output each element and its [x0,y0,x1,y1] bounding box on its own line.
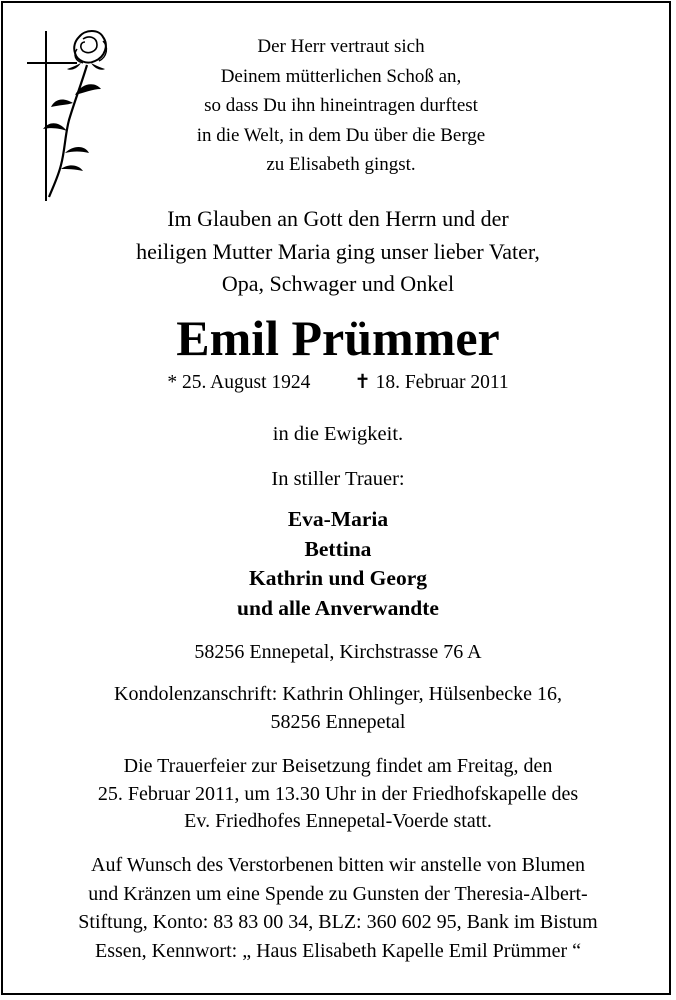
donation-line: Essen, Kennwort: „ Haus Elisabeth Kapelle Emil Prümmer “ [95,939,581,962]
life-dates [3,370,673,396]
funeral-line: Ev. Friedhofes Ennepetal-Voerde statt. [184,810,492,832]
poem-line: in die Welt, in dem Du über die Berge [196,124,486,146]
intro-text [3,203,673,301]
mourner: Eva-Maria [287,507,389,531]
poem-line: Deinem mütterlichen Schoß an, [220,65,462,87]
obituary-notice [1,1,671,995]
birth-date: * 25. August 1924 [167,372,311,393]
mourners-list [3,505,673,623]
mourner: Kathrin und Georg [249,566,427,590]
intro-line: Opa, Schwager und Onkel [221,271,455,296]
death-date: ✝ 18. Februar 2011 [354,372,509,393]
condolence-line: 58256 Ennepetal [270,710,406,733]
mourner: Bettina [304,536,372,561]
poem-line: Der Herr vertraut sich [257,36,425,57]
condolence-address [3,681,673,736]
donation-line: Stiftung, Konto: 83 83 00 34, BLZ: 360 602 95, Bank im Bistum [78,911,598,933]
donation-info [3,851,673,965]
poem-line: so dass Du ihn hineintragen durftest [204,95,478,117]
deceased-name: Emil Prümmer [176,310,500,366]
mourner: und alle Anverwandte [237,595,439,620]
donation-line: und Kränzen um eine Spende zu Gunsten der Theresia-Albert- [88,882,588,905]
mourning-heading: In stiller Trauer: [271,468,405,490]
funeral-info [3,753,673,836]
poem-line: zu Elisabeth gingst. [266,154,416,176]
funeral-line: 25. Februar 2011, um 13.30 Uhr in der Friedhofskapelle des [97,782,579,805]
condolence-line: Kondolenzanschrift: Kathrin Ohlinger, Hülsenbecke 16, [114,683,562,705]
funeral-line: Die Trauerfeier zur Beisetzung findet am Freitag, den [123,755,553,777]
family-address: 58256 Ennepetal, Kirchstrasse 76 A [194,641,482,663]
donation-line: Auf Wunsch des Verstorbenen bitten wir anstelle von Blumen [91,854,585,876]
eternity-text: in die Ewigkeit. [272,423,404,445]
intro-line: Im Glauben an Gott den Herrn und der [167,206,509,231]
intro-line: heiligen Mutter Maria ging unser lieber Vater, [136,238,540,264]
poem [3,32,676,180]
